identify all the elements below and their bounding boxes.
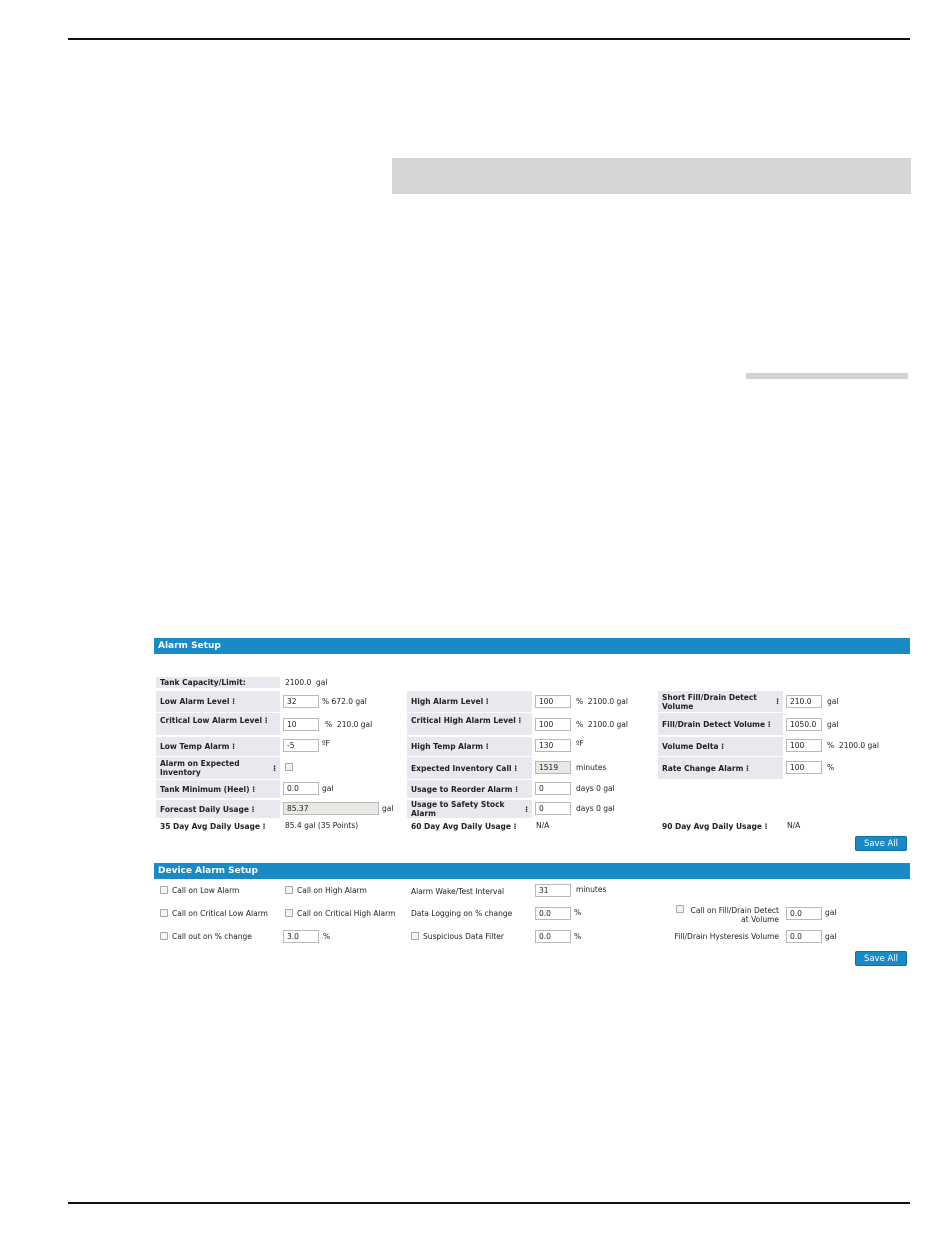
call-out-change-label: Call out on % change <box>172 932 252 941</box>
rate-change-alarm-unit: % <box>827 763 835 772</box>
low-alarm-label: Low Alarm Level ⁝ <box>156 691 280 712</box>
high-temp-alarm-input[interactable]: 130 <box>535 739 571 752</box>
avg90-label: 90 Day Avg Daily Usage ⁝ <box>662 821 768 831</box>
tank-minimum-unit: gal <box>322 784 334 793</box>
expected-inventory-call-unit: minutes <box>576 763 607 772</box>
data-logging-input[interactable]: 0.0 <box>535 907 571 920</box>
call-fill-drain-input[interactable]: 0.0 <box>786 907 822 920</box>
avg60-value: N/A <box>536 821 550 830</box>
avg35-value: 85.4 gal (35 Points) <box>285 821 359 830</box>
call-critical-low-alarm-checkbox[interactable] <box>160 909 168 917</box>
suspicious-filter-unit: % <box>574 932 582 941</box>
data-logging-unit: % <box>574 908 582 917</box>
suspicious-filter-label: Suspicious Data Filter <box>423 932 504 941</box>
save-all-button[interactable]: Save All <box>855 836 907 851</box>
alarm-expected-inventory-checkbox[interactable] <box>285 763 293 771</box>
forecast-daily-usage-unit: gal <box>382 804 394 813</box>
gray-divider <box>746 373 908 379</box>
low-temp-alarm-input[interactable]: -5 <box>283 739 319 752</box>
avg35-label: 35 Day Avg Daily Usage ⁝ <box>160 821 266 831</box>
expected-inventory-call-label: Expected Inventory Call ⁝ <box>407 757 532 779</box>
wake-interval-input[interactable]: 31 <box>535 884 571 897</box>
alarm-expected-inventory-label: Alarm on Expected Inventory ⁝ <box>156 757 280 779</box>
bottom-rule <box>68 1202 910 1204</box>
alarm-setup-header: Alarm Setup <box>154 638 910 654</box>
volume-delta-input[interactable]: 100 <box>786 739 822 752</box>
low-alarm-input[interactable]: 32 <box>283 695 319 708</box>
short-fill-drain-unit: gal <box>827 697 839 706</box>
wake-interval-unit: minutes <box>576 885 607 894</box>
short-fill-drain-label: Short Fill/Drain Detect Volume ⁝ <box>658 691 783 712</box>
volume-delta-extra: % 2100.0 gal <box>827 741 879 750</box>
usage-reorder-alarm-label: Usage to Reorder Alarm ⁝ <box>407 780 532 798</box>
avg90-value: N/A <box>787 821 801 830</box>
tank-minimum-label: Tank Minimum (Heel) ⁝ <box>156 780 280 798</box>
high-temp-alarm-label: High Temp Alarm ⁝ <box>407 737 532 756</box>
short-fill-drain-input[interactable]: 210.0 <box>786 695 822 708</box>
rate-change-alarm-input[interactable]: 100 <box>786 761 822 774</box>
critical-low-alarm-label: Critical Low Alarm Level ⁝ <box>156 713 280 735</box>
forecast-daily-usage-label: Forecast Daily Usage ⁝ <box>156 800 280 818</box>
usage-safety-alarm-label: Usage to Safety Stock Alarm ⁝ <box>407 800 532 818</box>
critical-high-alarm-label: Critical High Alarm Level ⁝ <box>407 713 532 735</box>
device-save-all-button[interactable]: Save All <box>855 951 907 966</box>
header-gray-bar <box>392 158 911 194</box>
rate-change-alarm-label: Rate Change Alarm ⁝ <box>658 757 783 779</box>
low-temp-alarm-label: Low Temp Alarm ⁝ <box>156 737 280 756</box>
critical-low-alarm-extra: % 210.0 gal <box>325 720 373 729</box>
high-alarm-input[interactable]: 100 <box>535 695 571 708</box>
call-high-alarm-checkbox[interactable] <box>285 886 293 894</box>
volume-delta-label: Volume Delta ⁝ <box>658 737 783 756</box>
device-alarm-setup-header: Device Alarm Setup <box>154 863 910 879</box>
call-low-alarm-checkbox[interactable] <box>160 886 168 894</box>
call-low-alarm-label: Call on Low Alarm <box>172 886 240 895</box>
expected-inventory-call-input[interactable]: 1519 <box>535 761 571 774</box>
fill-drain-hysteresis-unit: gal <box>825 932 837 941</box>
call-critical-low-alarm-label: Call on Critical Low Alarm <box>172 909 268 918</box>
call-fill-drain-unit: gal <box>825 908 837 917</box>
call-fill-drain-label: Call on Fill/Drain Detect at Volume <box>690 906 779 924</box>
critical-low-alarm-input[interactable]: 10 <box>283 718 319 731</box>
data-logging-label: Data Logging on % change <box>411 909 513 918</box>
call-out-change-input[interactable]: 3.0 <box>283 930 319 943</box>
forecast-daily-usage-input[interactable]: 85.37 <box>283 802 379 815</box>
call-out-change-checkbox[interactable] <box>160 932 168 940</box>
tank-capacity-label: Tank Capacity/Limit: <box>156 677 280 688</box>
fill-drain-hysteresis-label: Fill/Drain Hysteresis Volume <box>674 932 779 941</box>
critical-high-alarm-extra: % 2100.0 gal <box>576 720 628 729</box>
high-alarm-label: High Alarm Level ⁝ <box>407 691 532 712</box>
avg60-label: 60 Day Avg Daily Usage ⁝ <box>411 821 517 831</box>
low-alarm-extra: % 672.0 gal <box>322 697 367 706</box>
low-temp-unit: ºF <box>322 739 330 748</box>
suspicious-filter-checkbox[interactable] <box>411 932 419 940</box>
high-temp-unit: ºF <box>576 739 584 748</box>
fill-drain-volume-label: Fill/Drain Detect Volume ⁝ <box>658 713 783 735</box>
call-critical-high-alarm-label: Call on Critical High Alarm <box>297 909 396 918</box>
fill-drain-volume-unit: gal <box>827 720 839 729</box>
call-critical-high-alarm-checkbox[interactable] <box>285 909 293 917</box>
call-fill-drain-checkbox[interactable] <box>676 905 684 913</box>
tank-minimum-input[interactable]: 0.0 <box>283 782 319 795</box>
critical-high-alarm-input[interactable]: 100 <box>535 718 571 731</box>
tank-capacity-value: 2100.0 gal <box>285 678 328 687</box>
suspicious-filter-input[interactable]: 0.0 <box>535 930 571 943</box>
top-rule <box>68 38 910 40</box>
wake-interval-label: Alarm Wake/Test Interval <box>411 887 505 896</box>
fill-drain-hysteresis-input[interactable]: 0.0 <box>786 930 822 943</box>
high-alarm-extra: % 2100.0 gal <box>576 697 628 706</box>
call-high-alarm-label: Call on High Alarm <box>297 886 367 895</box>
usage-safety-alarm-input[interactable]: 0 <box>535 802 571 815</box>
usage-reorder-alarm-unit: days 0 gal <box>576 784 615 793</box>
call-out-change-unit: % <box>323 932 331 941</box>
usage-reorder-alarm-input[interactable]: 0 <box>535 782 571 795</box>
usage-safety-alarm-unit: days 0 gal <box>576 804 615 813</box>
fill-drain-volume-input[interactable]: 1050.0 <box>786 718 822 731</box>
